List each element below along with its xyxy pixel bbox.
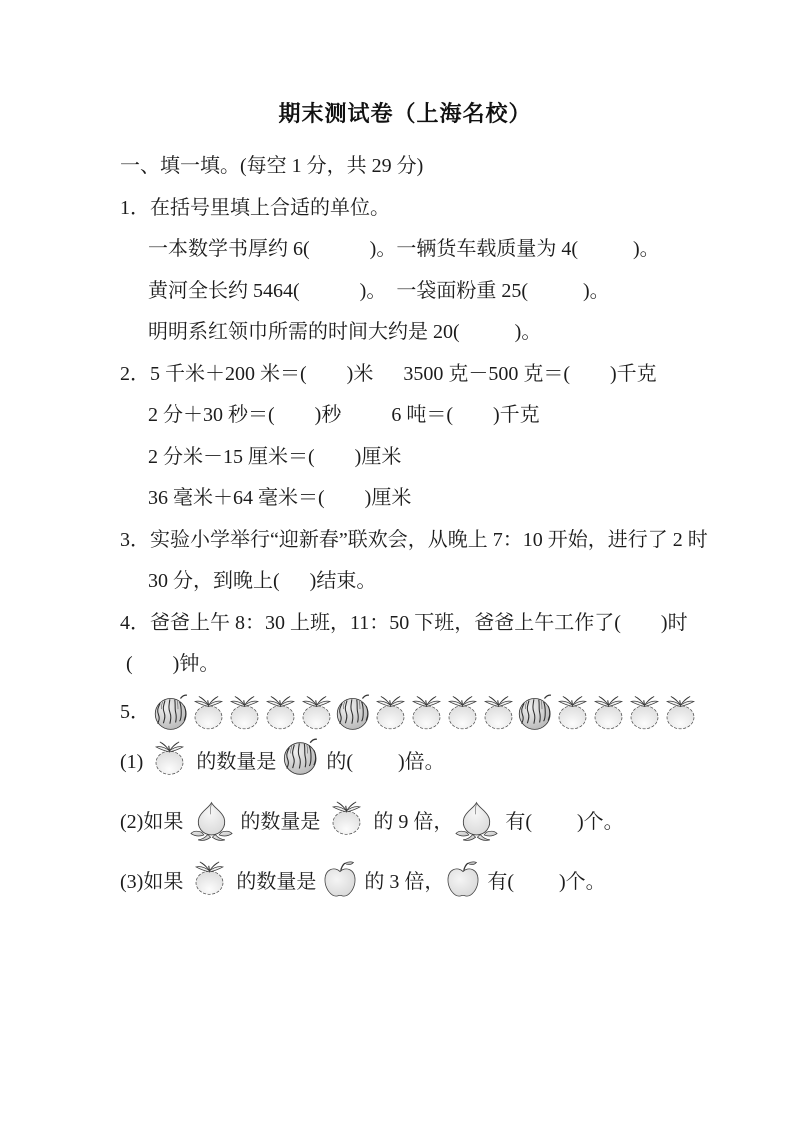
- question-5-3-pre: (3)如果: [120, 870, 189, 893]
- question-2-line-4: 36 毫米＋64 毫米＝( )厘米: [148, 487, 412, 509]
- question-5-3-mid3: 有( )个。: [482, 870, 606, 893]
- question-5-2-mid1: 的数量是: [235, 810, 326, 833]
- question-2-line-1: 2．5 千米＋200 米＝( )米 3500 克－500 克＝( )千克: [120, 362, 657, 385]
- watermelon-icon: [334, 691, 373, 732]
- peach-icon: [188, 800, 235, 843]
- tomato-icon: [190, 694, 227, 732]
- question-4-line-1: 4．爸爸上午 8：30 上班，11：50 下班，爸爸上午工作了( )时: [120, 611, 688, 634]
- page-title: 期末测试卷（上海名校）: [278, 101, 532, 126]
- question-5-1-mid: 的数量是: [191, 750, 282, 773]
- tomato-icon: [325, 800, 368, 837]
- question-5-3-mid2: 的 3 倍，: [359, 870, 445, 893]
- tomato-icon: [298, 694, 335, 732]
- tomato-icon: [626, 694, 663, 732]
- page-content: [120, 98, 760, 912]
- question-5-2-mid3: 有( )个。: [500, 810, 624, 833]
- tomato-icon: [554, 694, 591, 732]
- question-5-1: [120, 732, 760, 792]
- question-5-1-post: 的( )倍。: [321, 750, 445, 773]
- question-4-line-2: ( )钟。: [126, 653, 220, 675]
- question-5-2-mid2: 的 9 倍，: [368, 810, 454, 833]
- watermelon-icon: [281, 735, 321, 777]
- tomato-icon: [372, 694, 409, 732]
- question-1-stem: 1．在括号里填上合适的单位。: [120, 196, 390, 219]
- question-5-1-pre: (1): [120, 750, 149, 773]
- question-1-blank-line-1: 一本数学书厚约 6( )。一辆货车载质量为 4( )。: [148, 238, 660, 260]
- question-5-fruit-row: [120, 688, 760, 732]
- tomato-icon: [590, 694, 627, 732]
- question-2-line-2: 2 分＋30 秒＝( )秒 6 吨＝( )千克: [148, 404, 540, 426]
- tomato-icon: [662, 694, 699, 732]
- apple-icon: [321, 859, 359, 900]
- apple-icon: [444, 859, 482, 900]
- tomato-icon: [444, 694, 481, 732]
- tomato-icon: [480, 694, 517, 732]
- question-2-line-3: 2 分米－15 厘米＝( )厘米: [148, 445, 402, 468]
- question-5-3: [120, 852, 760, 912]
- watermelon-icon: [516, 691, 555, 732]
- question-1-blank-line-2: 黄河全长约 5464( )。 一袋面粉重 25( )。: [148, 279, 610, 302]
- section-1-heading: 一、填一填。(每空 1 分，共 29 分): [120, 155, 424, 177]
- question-3-line-2: 30 分，到晚上( )结束。: [148, 570, 377, 592]
- fruit-sequence: [153, 691, 699, 732]
- question-1-blank-line-3: 明明系红领巾所需的时间大约是 20( )。: [148, 321, 542, 343]
- tomato-icon: [188, 860, 231, 897]
- peach-icon: [453, 800, 500, 843]
- question-5-label: 5．: [120, 700, 150, 723]
- tomato-icon: [226, 694, 263, 732]
- question-5-2-pre: (2)如果: [120, 810, 189, 833]
- watermelon-icon: [152, 691, 191, 732]
- tomato-icon: [148, 740, 191, 777]
- tomato-icon: [408, 694, 445, 732]
- question-3-line-1: 3．实验小学举行“迎新春”联欢会，从晚上 7：10 开始，进行了 2 时: [120, 528, 708, 551]
- tomato-icon: [262, 694, 299, 732]
- question-5-3-mid1: 的数量是: [231, 870, 322, 893]
- question-5-2: [120, 792, 760, 852]
